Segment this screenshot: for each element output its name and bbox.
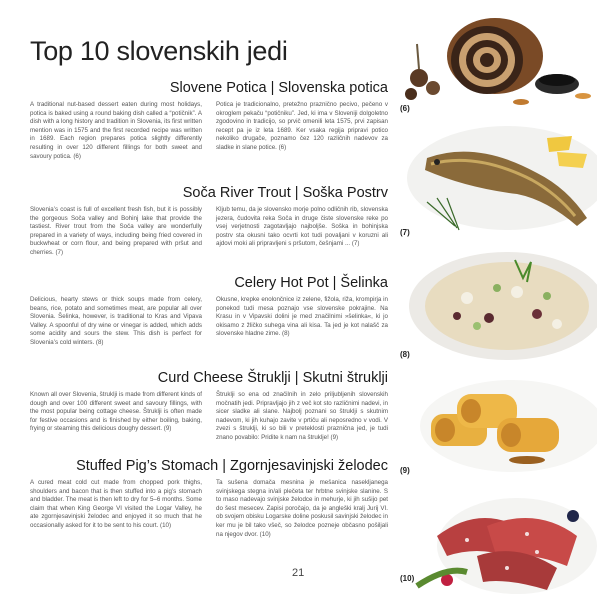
zelodec-photo: [397, 486, 597, 572]
struklji-photo: [397, 364, 597, 450]
dish-section-selinka: [30, 275, 388, 348]
dish-text-slovene: Okusne, krepke enolončnice iz zelene, fižola, riža, krompirja in ponekod tudi mesa poznajo vse slovenske pokrajine. Na Krasu in v Vipavski dolini je med značilnimi »šelinka«, ki jo okisamo z žličko suhega vina ali kisa. Ta jed je kot nalašč za slovenske hladne zime. (8): [216, 296, 388, 338]
dish-text-slovene: Kljub temu, da je slovensko morje polno odličnih rib, slovenska jezera, čudovita reka Soča in druge čiste slovenske reke po vsej verjetnosti zagotavljajo najboljše. Soška in bohinjska postrv sta okusni tako ocvrti kot tudi povaljani v koruzni ali ajdovi moki ali pripravljeni s pršutom, češnjami ... (7): [216, 206, 388, 248]
photo-number: (6): [400, 104, 410, 113]
photo-number: (7): [400, 228, 410, 237]
selinka-photo: [397, 248, 597, 334]
photo-number: (9): [400, 466, 410, 475]
dish-section-struklji: [30, 370, 388, 443]
potica-photo: [397, 14, 597, 100]
dish-heading: Curd Cheese Štruklji | Skutni štruklji: [157, 370, 388, 386]
photo-number: (10): [400, 574, 415, 583]
dish-heading: Soča River Trout | Soška Postrv: [182, 185, 388, 201]
dish-section-zelodec: [30, 458, 388, 539]
dish-text-english: Known all over Slovenia, štruklji is made from different kinds of dough and over 100 different sweet and savoury fillings, with the most popular being cottage cheese. Štruklji is often made for festive occasions and is finished by either boiling, baking, frying or steaming this delicious doughy dessert. (9): [30, 391, 202, 433]
dish-heading: Stuffed Pig’s Stomach | Zgornjesavinjski želodec: [76, 458, 388, 474]
dish-text-slovene: Ta sušena domača mesnina je mešanica nasekljanega svinjskega stegna in/ali plečeta ter hrbtne svinjske slanine. S to maso nadevajo svinjske želodce in mehurje, ki jih sušijo pet do šest mesecev. Zapisi poročajo, da je angleški kralj Jurij VI. ob svojem obisku Logarske doline poskusil savinjski želodec in ker mu je bil tako všeč, so želodce pozneje občasno pošiljali na njegov dvor. (10): [216, 479, 388, 538]
trout-photo: [397, 118, 597, 204]
dish-heading: Slovene Potica | Slovenska potica: [169, 80, 388, 96]
dish-text-slovene: Štruklji so ena od značilnih in zelo priljubljenih slovenskih močnatih jedi. Pripravljajo jih z več kot sto različnimi nadevi, in sicer sladke ali slane. Najbolj poznani so štruklji s skutnim nadevom, ki jih kuhajo zavite v prtiču ali neposredno v vodi. V zvezi s štruklji, ki so bili v preteklosti praznična jed, je tudi znano povabilo: Pridite k nam na štruklje! (9): [216, 391, 388, 441]
dish-heading: Celery Hot Pot | Šelinka: [234, 275, 388, 291]
dish-text-slovene: Potica je tradicionalno, pretežno praznično pecivo, pečeno v okroglem pekaču “potičniku”. Jed, ki ima v Sloveniji dolgoletno zgodovino in tradicijo, so prvič omenili leta 1575, prvi zapisan recept pa je iz leta 1689. Ker vsaka regija pripravi potico nekoliko drugače, poznamo čez 120 različnih nadevov za sladke in slane potice. (6): [216, 101, 388, 151]
dish-section-potica: [30, 80, 388, 161]
dish-text-english: Delicious, hearty stews or thick soups made from celery, beans, rice, potato and sometimes meat, are popular all over Slovenia. Šelinka, however, is traditional to Kras and Vipava Valley. A spoonful of dry wine or vinegar is added, which adds some acidity and sours the stew. This dish is perfect for Slovenia’s cold winters. (8): [30, 296, 202, 346]
photo-number: (8): [400, 350, 410, 359]
page-title: Top 10 slovenskih jedi: [30, 36, 288, 66]
dish-section-trout: [30, 185, 388, 258]
dish-text-english: A traditional nut-based dessert eaten during most holidays, potica is baked using a round baking dish called a “potičnik”. A dish with a long history and tradition in Slovenia, its first written mention was in 1575 and the first recorded recipe was written in 1689. Each region prepares potica slightly differently resulting in over 120 different fillings for both sweet and savoury potica. (6): [30, 101, 202, 160]
dish-text-english: A cured meat cold cut made from chopped pork thighs, shoulders and bacon that is then stuffed into a pig’s stomach and bladder. The meat is then left to dry for 5–6 months. Some claim that when King George VI visited the Logar Valley, he ate zgornjesavinjski želodec and enjoyed it so much that he occasionally asked for it to be sent to his court. (10): [30, 479, 202, 529]
dish-text-english: Slovenia’s coast is full of excellent fresh fish, but it is possibly the gorgeous Soča valley and Bohinj lake that provide the tastiest. River trout from the Soča valley are wonderfully prepared in a variety of ways, including being fried covered in buckwheat or corn flour, and being prepared with pršut and cherries. (7): [30, 206, 202, 256]
page-number: 21: [292, 567, 305, 579]
